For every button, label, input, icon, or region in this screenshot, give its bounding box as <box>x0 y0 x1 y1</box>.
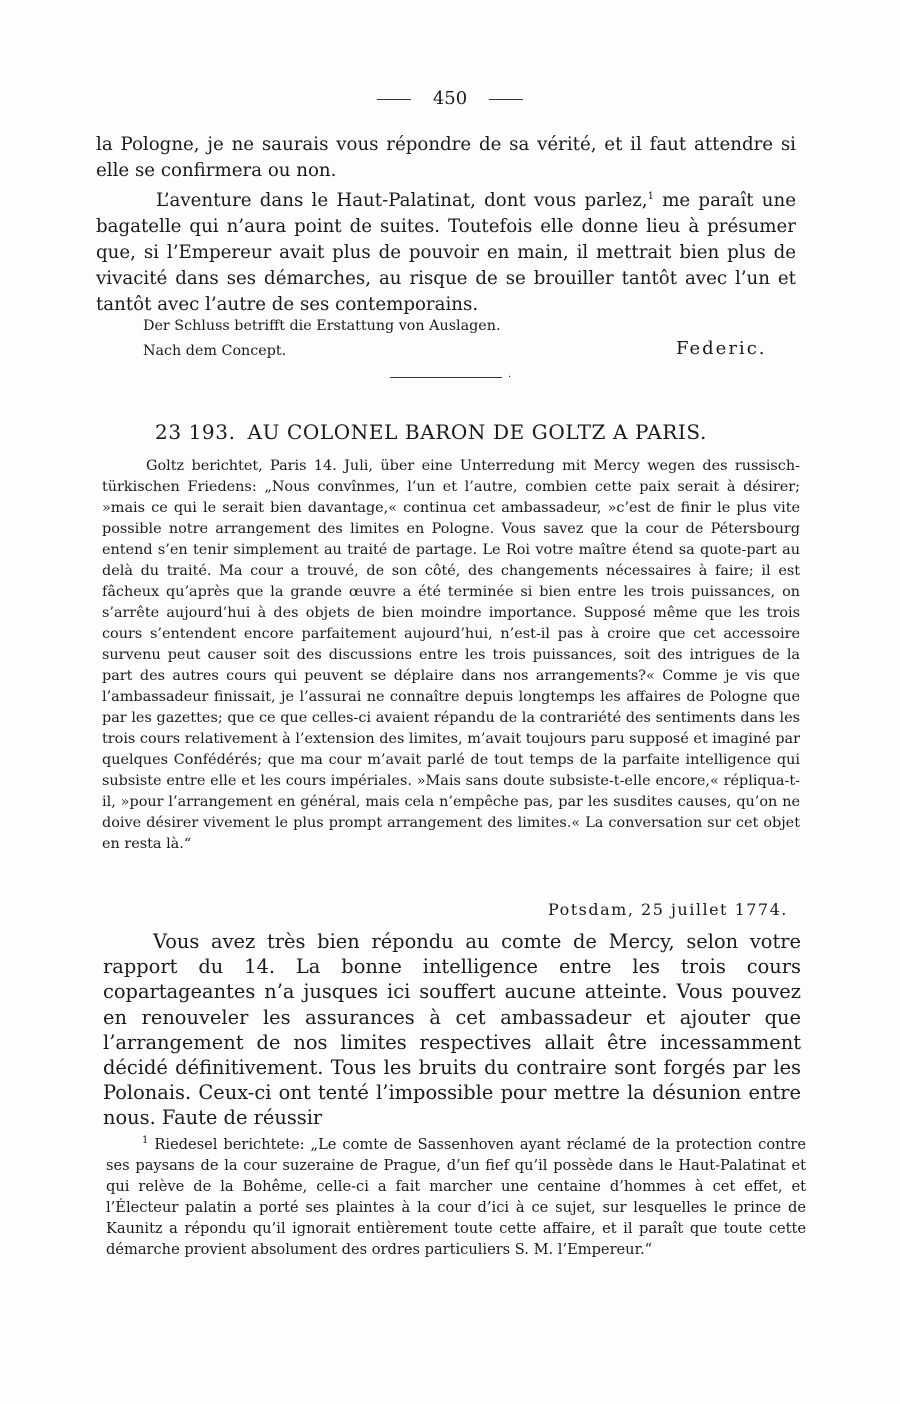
report-summary-text: Goltz berichtet, Paris 14. Juli, über eine Unterredung mit Mercy wegen des russisch-türkischen Friedens: „Nous convînmes, l’un et l’autre, combien cette paix serait à désirer; »mais ce qui le serait bien davantage,« continua cet ambassadeur, »c’est de finir le plus vite possible notre arrangement des limites en Pologne. Vous savez que la cour de Pétersbourg entend s’en tenir simplement au traité de partage. Le Roi votre maître étend sa quote-part au delà du traité. Ma cour a trouvé, de son côté, des changements nécessaires à faire; il est fâcheux qu’après que la grande œuvre a été terminée si bien entre les trois puissances, on s’arrête aujourd’hui à des objets de bien moindre importance. Supposé même que les trois cours s’entendent encore parfaitement aujourd’hui, n’est-il pas à croire que cet accessoire survenu peut causer soit des discussions entre les trois puissances, soit des intrigues de la part des autres cours qui peuvent se déplaire dans nos arrangements?« Comme je vis que l’ambassadeur finissait, je l’assurai ne connaître depuis longtemps les affaires de Pologne que par les gazettes; que ce que celles-ci avaient répandu de la contrariété des sentiments dans les trois cours relativement à l’extension des limites, m’avait toujours paru supposé et imaginé par quelques Confédérés; que ma cour m’avait parlé de tout temps de la parfaite intelligence qui subsiste entre elle et les cours impériales. »Mais sans doute subsiste-t-elle encore,« répliqua-t-il, »pour l’arrangement en général, mais cela n’empêche pas, par les susdites causes, qu’on ne doive désirer vivement le plus prompt arrangement des limites.« La conversation sur cet objet en resta là.“ <box>102 458 800 852</box>
letter-text: Vous avez très bien répondu au comte de Mercy, selon votre rapport du 14. La bonne intelligence entre les trois cours copartageantes n’a jusques ici souffert aucune atteinte. Vous pouvez en renouveler les assurances à cet ambassadeur et ajouter que l’arrangement de nos limites respectives allait être incessamment décidé définitivement. Tous les bruits du contraire sont forgés par les Polonais. Ceux-ci ont tenté l’impossible pour mettre la désunion entre nous. Faute de réussir <box>103 930 801 1130</box>
dateline: Potsdam, 25 juillet 1774. <box>548 900 788 919</box>
note-concept: Nach dem Concept. <box>143 343 287 359</box>
intro-paragraph-1: la Pologne, je ne saurais vous répondre de sa vérité, et il faut attendre si elle se confirmera ou non. <box>96 134 796 181</box>
signature: Federic. <box>676 338 767 359</box>
intro-text <box>96 132 796 318</box>
footnote-text: Riedesel berichtete: „Le comte de Sassenhoven ayant réclamé de la protection contre ses paysans de la cour suzeraine de Prague, d’un fief qu’il possède dans le Haut-Palatinat et qui relève de la Bohême, celle-ci a fait marcher une centaine d’hommes à cet effet, et l’Électeur palatin a porté ses plaintes à la cour d’ici à ce sujet, sur lesquelles le prince de Kaunitz a répondu qu’il ignorait entièrement toute cette affaire, et il paraît que toute cette démarche provient absolument des ordres particuliers S. M. l’Empereur.“ <box>106 1135 806 1258</box>
section-separator <box>390 377 502 378</box>
document-number: 23 193. <box>155 420 236 444</box>
note-schluss: Der Schluss betrifft die Erstattung von Auslagen. <box>143 318 501 334</box>
separator-dot: · <box>508 372 512 383</box>
page-number: 450 <box>432 88 468 109</box>
intro-paragraph-2 <box>96 184 796 318</box>
footnote <box>106 1130 806 1260</box>
intro-paragraph-2-rest: me paraît une bagatelle qui n’aura point de suites. Toutefois elle donne lieu à présumer que, si l’Empereur avait plus de pouvoir en main, il mettrait bien plus de vivacité dans ses démarches, au risque de se brouiller tantôt avec l’un et tantôt avec l’autre de ses contemporains. <box>96 190 796 316</box>
footnote-reference: 1 <box>647 191 654 202</box>
document-heading <box>155 420 707 444</box>
document-title: AU COLONEL BARON DE GOLTZ A PARIS. <box>247 420 707 444</box>
letter-body <box>103 929 801 1131</box>
intro-paragraph-2-start: L’aventure dans le Haut-Palatinat, dont vous parlez, <box>156 190 648 212</box>
header-rule-right <box>489 99 523 100</box>
page-header <box>0 88 900 109</box>
footnote-paragraph <box>106 1130 806 1260</box>
report-summary <box>102 456 800 855</box>
header-rule-left <box>377 99 411 100</box>
footnote-mark: 1 <box>142 1135 149 1146</box>
